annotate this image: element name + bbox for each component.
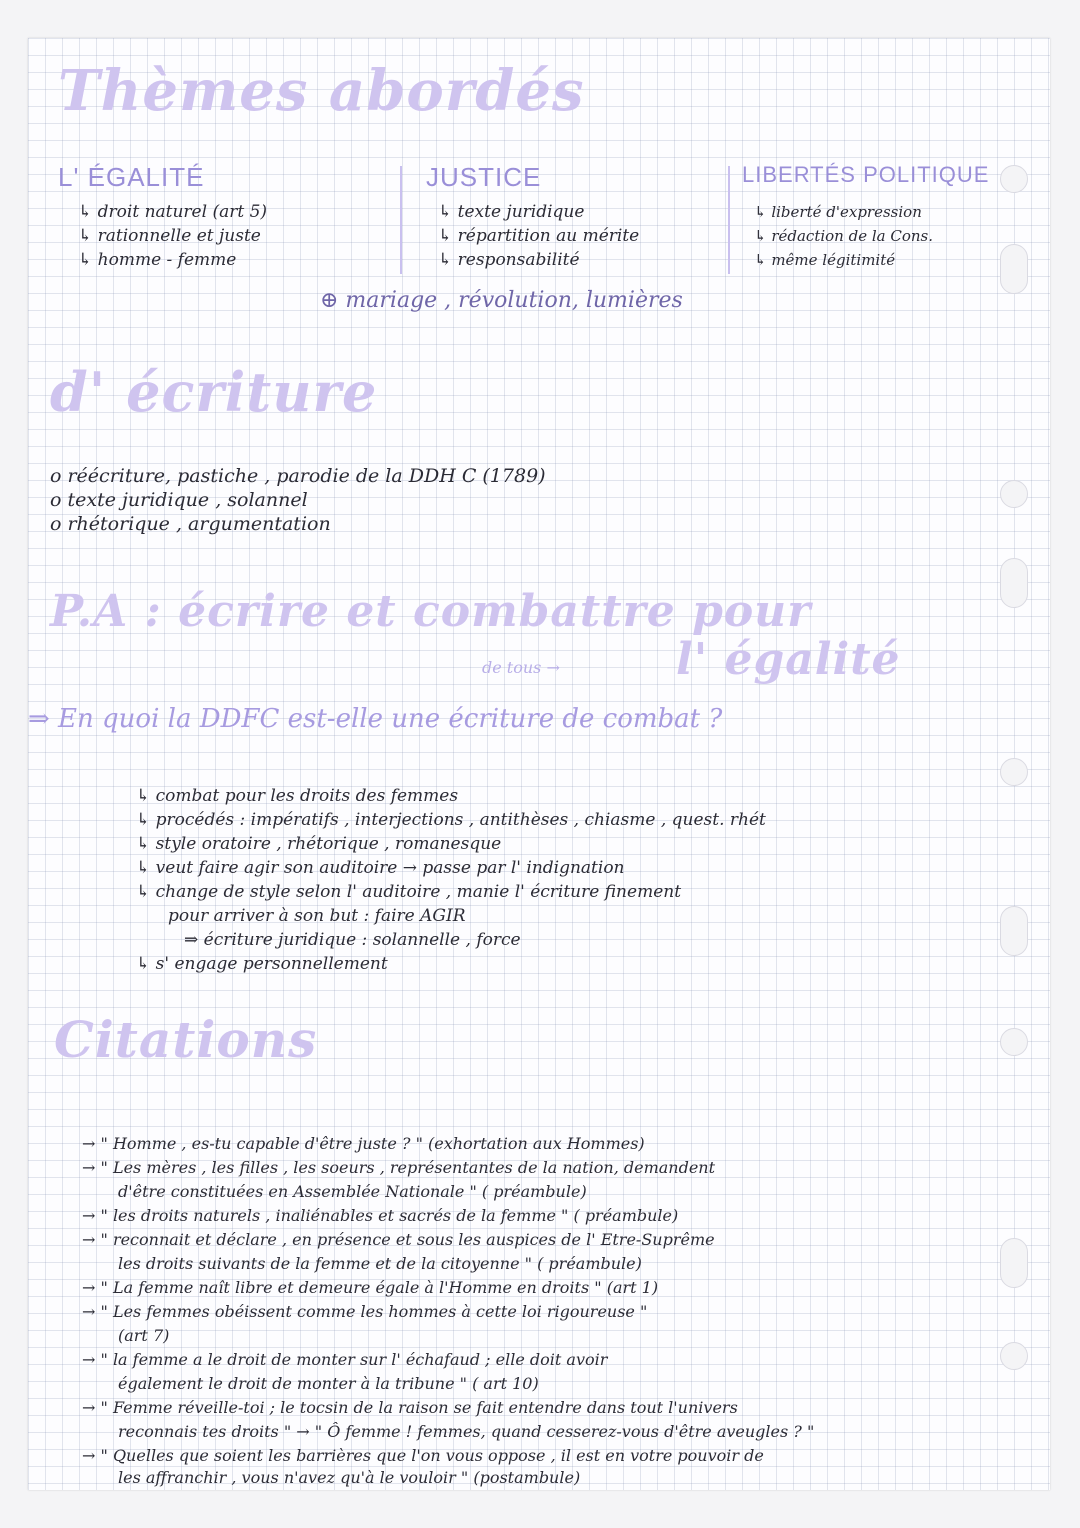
section-title-pa: P.A : écrire et combattre pour — [50, 586, 812, 637]
problem-item: ↳ style oratoire , rhétorique , romanesque — [136, 834, 502, 854]
writing-item: o texte juridique , solannel — [50, 489, 308, 511]
citation-line: les droits suivants de la femme et de la citoyenne " ( préambule) — [118, 1254, 642, 1273]
section-title-writing: d' écriture — [50, 360, 378, 424]
problem-item: ↳ s' engage personnellement — [136, 954, 388, 974]
section-title-themes: Thèmes abordés — [58, 58, 585, 124]
citation-line: → " Les mères , les filles , les soeurs , représentantes de la nation, demandent — [82, 1158, 716, 1177]
theme-item: ↳ liberté d'expression — [754, 203, 922, 221]
problem-item: ↳ procédés : impératifs , interjections , antithèses , chiasme , quest. rhét — [136, 810, 766, 830]
theme-item: ↳ répartition au mérite — [438, 226, 640, 246]
citation-line: → " Femme réveille-toi ; le tocsin de la raison se fait entendre dans tout l'univers — [82, 1398, 738, 1417]
citation-line: → " les droits naturels , inaliénables et sacrés de la femme " ( préambule) — [82, 1206, 679, 1225]
section-title-citations: Citations — [54, 1010, 318, 1069]
theme-item: ↳ rationnelle et juste — [78, 226, 261, 246]
column-heading-libertes: LIBERTÉS POLITIQUE — [742, 162, 990, 187]
column-separator — [728, 166, 730, 274]
citation-line: reconnais tes droits " → " Ô femme ! femmes, quand cesserez-vous d'être aveugles ? " — [118, 1422, 815, 1441]
problem-question: ⇒ En quoi la DDFC est-elle une écriture de combat ? — [28, 704, 723, 734]
theme-item: ↳ même légitimité — [754, 251, 896, 269]
pa-note: de tous → — [482, 658, 560, 677]
binder-hole — [1000, 244, 1028, 294]
binder-hole — [1000, 1028, 1028, 1056]
citation-line: → " Quelles que soient les barrières que l'on vous oppose , il est en votre pouvoir de — [82, 1446, 764, 1465]
citation-line: → " Homme , es-tu capable d'être juste ? " (exhortation aux Hommes) — [82, 1134, 645, 1153]
problem-item: ⇒ écriture juridique : solannelle , force — [184, 930, 521, 950]
binder-hole — [1000, 558, 1028, 608]
citation-line: d'être constituées en Assemblée Nationale " ( préambule) — [118, 1182, 587, 1201]
binder-hole — [1000, 480, 1028, 508]
problem-item: ↳ combat pour les droits des femmes — [136, 786, 459, 806]
theme-item: ↳ homme - femme — [78, 250, 237, 270]
theme-item: ↳ texte juridique — [438, 202, 585, 222]
binder-hole — [1000, 1342, 1028, 1370]
citation-line: également le droit de monter à la tribune " ( art 10) — [118, 1374, 539, 1393]
writing-item: o rhétorique , argumentation — [50, 513, 331, 535]
column-heading-egalite: L' ÉGALITÉ — [58, 162, 205, 192]
citation-line: → " reconnait et déclare , en présence et sous les auspices de l' Etre-Suprême — [82, 1230, 715, 1249]
citation-line: → " Les femmes obéissent comme les hommes à cette loi rigoureuse " — [82, 1302, 648, 1321]
column-separator — [400, 166, 402, 274]
section-title-pa-line2: l' égalité — [676, 634, 901, 685]
binder-hole — [1000, 165, 1028, 193]
binder-hole — [1000, 758, 1028, 786]
citation-line: (art 7) — [118, 1326, 170, 1345]
binder-hole — [1000, 1238, 1028, 1288]
writing-item: o réécriture, pastiche , parodie de la DDH C (1789) — [50, 465, 546, 487]
problem-item: pour arriver à son but : faire AGIR — [168, 906, 466, 926]
theme-item: ↳ droit naturel (art 5) — [78, 202, 268, 222]
notebook-page — [28, 38, 1050, 1490]
problem-item: ↳ veut faire agir son auditoire → passe par l' indignation — [136, 858, 625, 878]
theme-item: ↳ responsabilité — [438, 250, 580, 270]
theme-item: ↳ rédaction de la Cons. — [754, 227, 934, 245]
themes-extra-line: ⊕ mariage , révolution, lumières — [320, 288, 683, 313]
binder-hole — [1000, 906, 1028, 956]
citation-line: les affranchir , vous n'avez qu'à le vouloir " (postambule) — [118, 1468, 581, 1487]
column-heading-justice: JUSTICE — [426, 162, 542, 192]
citation-line: → " la femme a le droit de monter sur l' échafaud ; elle doit avoir — [82, 1350, 608, 1369]
problem-item: ↳ change de style selon l' auditoire , manie l' écriture finement — [136, 882, 682, 902]
citation-line: → " La femme naît libre et demeure égale à l'Homme en droits " (art 1) — [82, 1278, 659, 1297]
